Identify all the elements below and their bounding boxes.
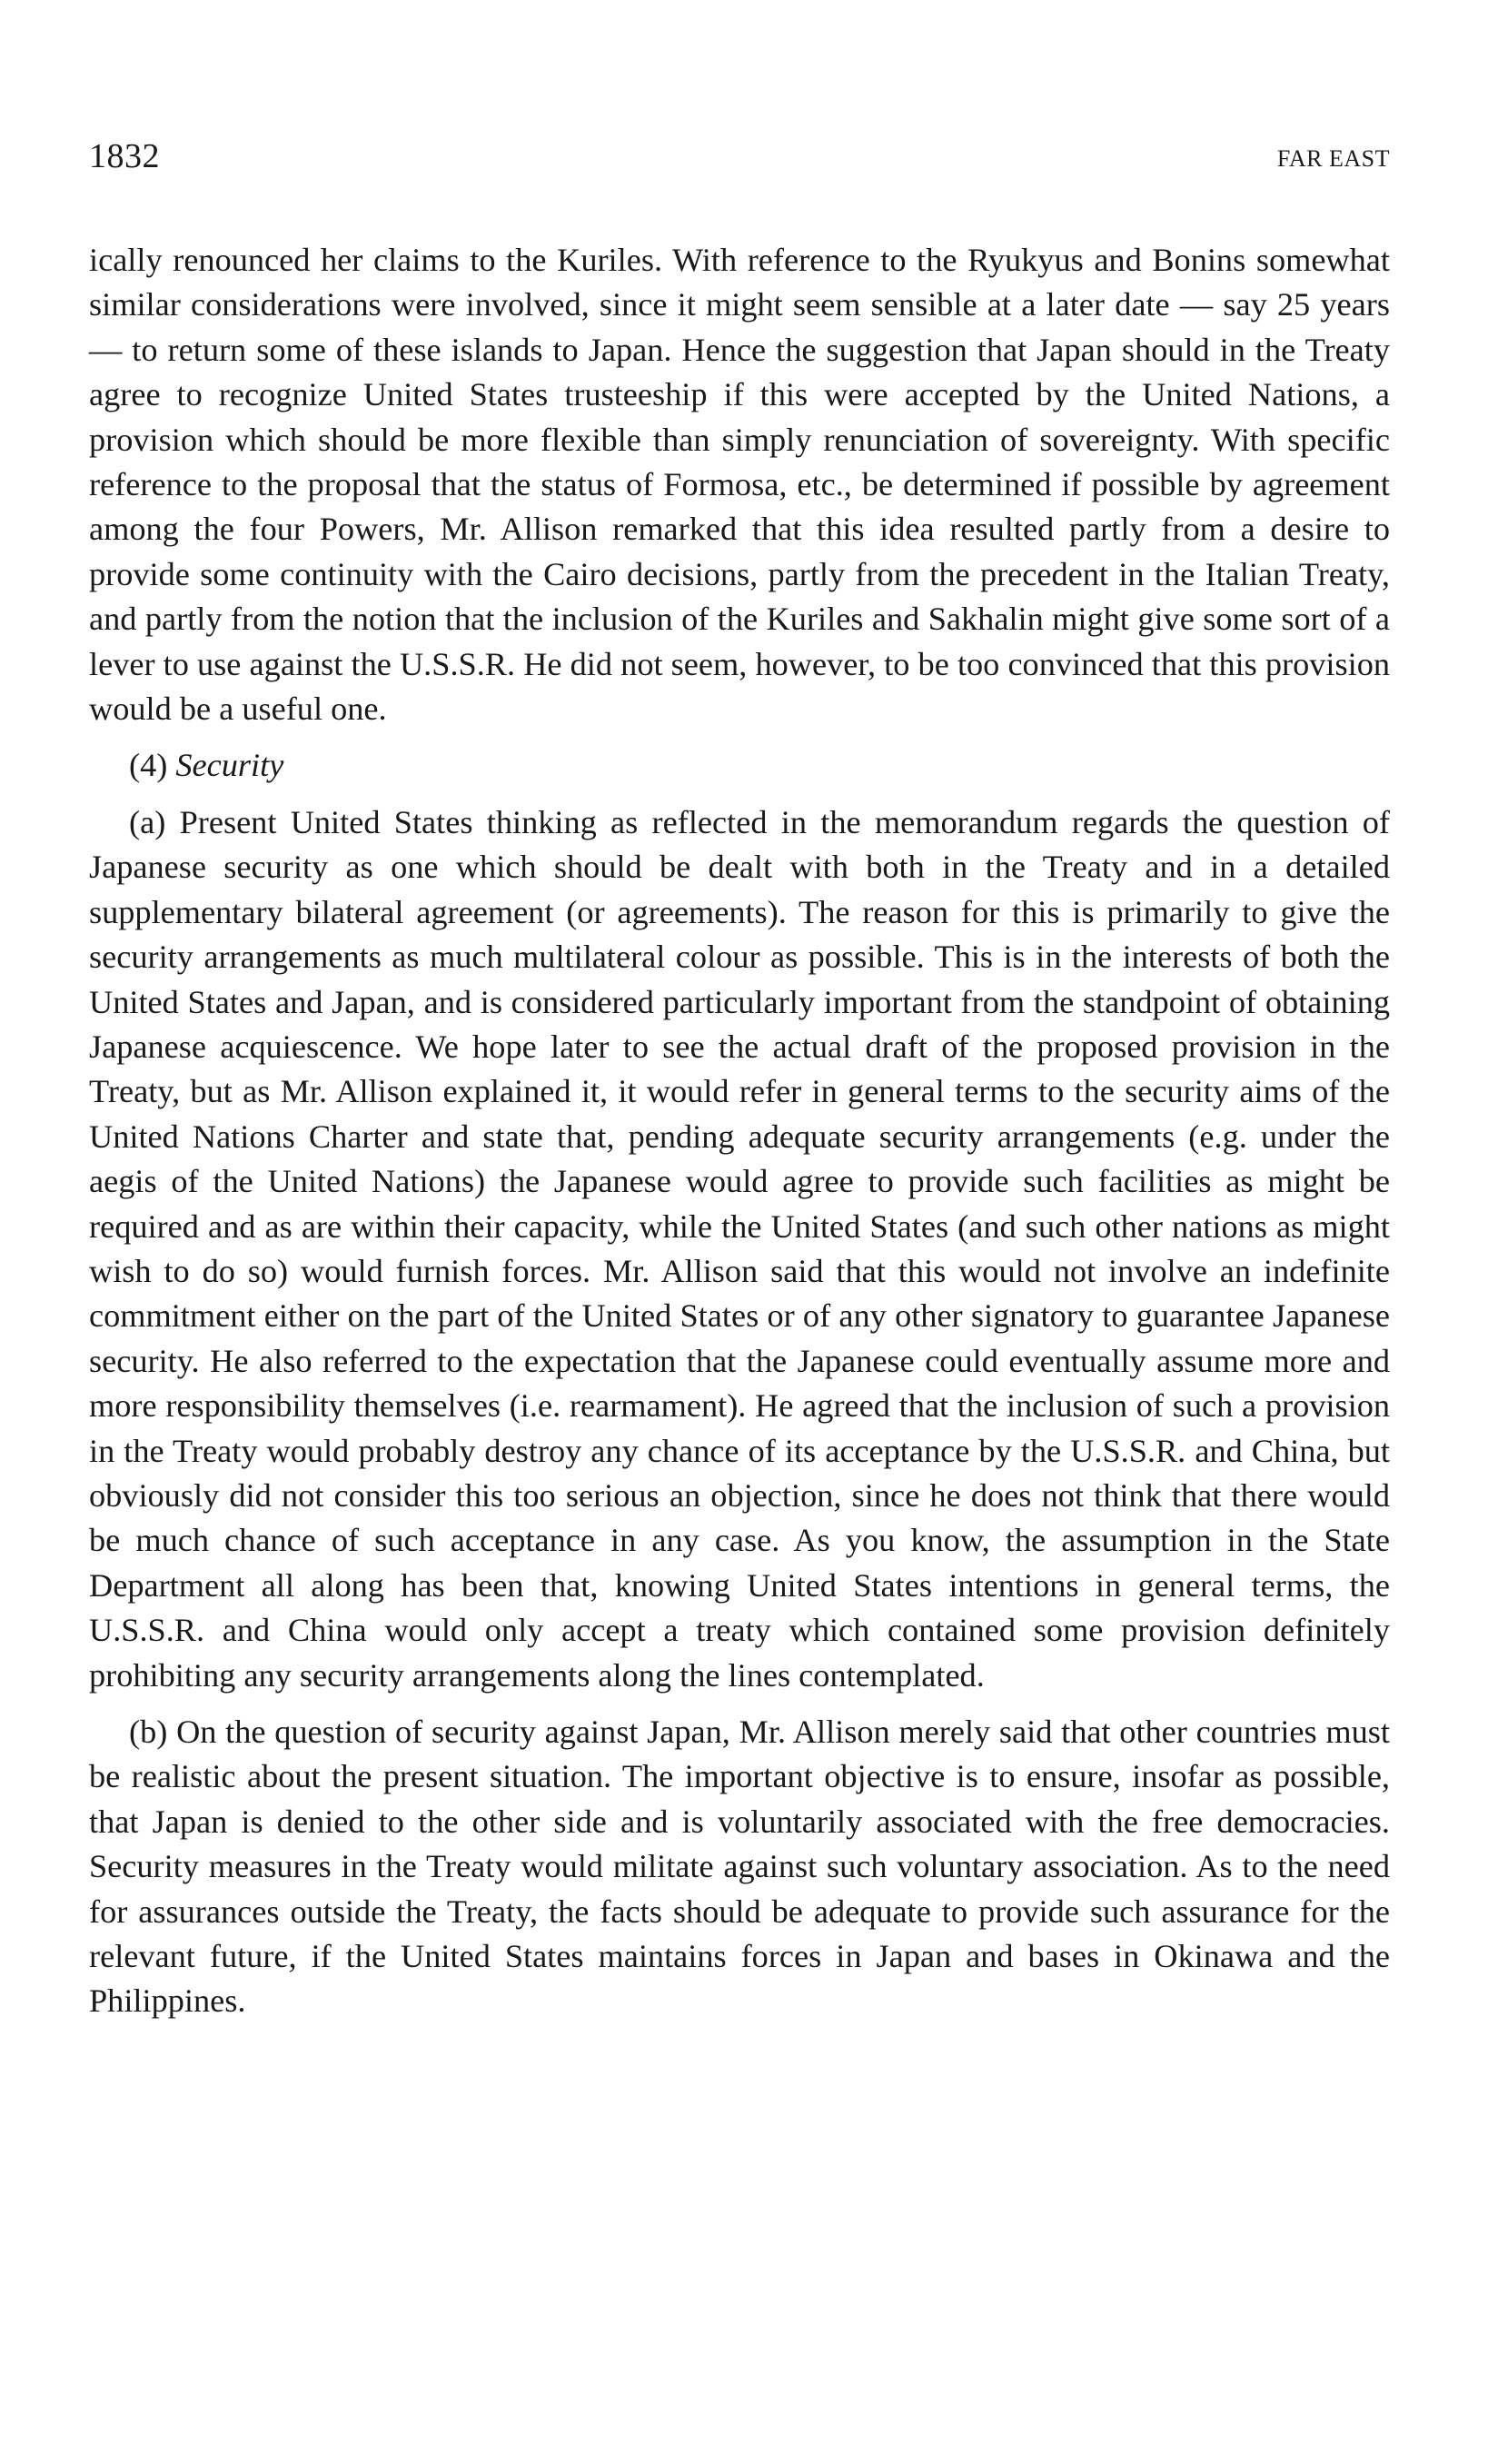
section-heading-number: (4) xyxy=(129,747,176,784)
page-number: 1832 xyxy=(89,137,160,175)
paragraph-a: (a) Present United States thinking as reflected in the memorandum regards the question of Japanese security as one which should be dealt with both in the Treaty and in a detailed supplementary bilateral agreement (or agreements). The reason for this is primarily to give the security arrangements as much multilateral colour as possible. This is in the interests of both the United States and Japan, and is considered particularly important from the standpoint of obtaining Japanese acquiescence. We hope later to see the actual draft of the proposed provision in the Treaty, but as Mr. Allison explained it, it would refer in general terms to the security aims of the United Nations Charter and state that, pending adequate security arrangements (e.g. under the aegis of the United Nations) the Japanese would agree to provide such facilities as might be required and as are within their capacity, while the United States (and such other nations as might wish to do so) would furnish forces. Mr. Allison said that this would not involve an indefinite commitment either on the part of the United States or of any other signatory to guarantee Japanese security. He also referred to the expectation that the Japanese could eventually assume more and more responsibility themselves (i.e. rearmament). He agreed that the inclusion of such a provision in the Treaty would probably destroy any chance of its acceptance by the U.S.S.R. and China, but obviously did not consider this too serious an objection, since he does not think that there would be much chance of such acceptance in any case. As you know, the assumption in the State Department all along has been that, knowing United States intentions in general terms, the U.S.S.R. and China would only accept a treaty which contained some provision definitely prohibiting any security arrangements along the lines contemplated. xyxy=(89,803,1390,1694)
section-heading-title: Security xyxy=(175,747,284,784)
body-text xyxy=(89,238,1390,2024)
running-title: FAR EAST xyxy=(1276,145,1390,172)
document-page xyxy=(89,0,1390,2464)
section-heading xyxy=(89,743,1390,788)
paragraph-continued: ically renounced her claims to the Kuriles. With reference to the Ryukyus and Bonins somewhat similar considerations were involved, since it might seem sensible at a later date — say 25 years — to return some of these islands to Japan. Hence the suggestion that Japan should in the Treaty agree to recognize United States trusteeship if this were accepted by the United Nations, a provision which should be more flexible than simply renunciation of sovereignty. With specific reference to the proposal that the status of Formosa, etc., be determined if possible by agreement among the four Powers, Mr. Allison remarked that this idea resulted partly from a desire to provide some continuity with the Cairo decisions, partly from the precedent in the Italian Treaty, and partly from the notion that the inclusion of the Kuriles and Sakhalin might give some sort of a lever to use against the U.S.S.R. He did not seem, however, to be too convinced that this provision would be a useful one. xyxy=(89,242,1390,728)
running-header xyxy=(89,136,1390,182)
paragraph-b: (b) On the question of security against Japan, Mr. Allison merely said that other countries must be realistic about the present situation. The important objective is to ensure, insofar as possible, that Japan is denied to the other side and is voluntarily associated with the free democracies. Security measures in the Treaty would militate against such voluntary association. As to the need for assurances outside the Treaty, the facts should be adequate to provide such assurance for the relevant future, if the United States maintains forces in Japan and bases in Okinawa and the Philippines. xyxy=(89,1714,1390,2020)
